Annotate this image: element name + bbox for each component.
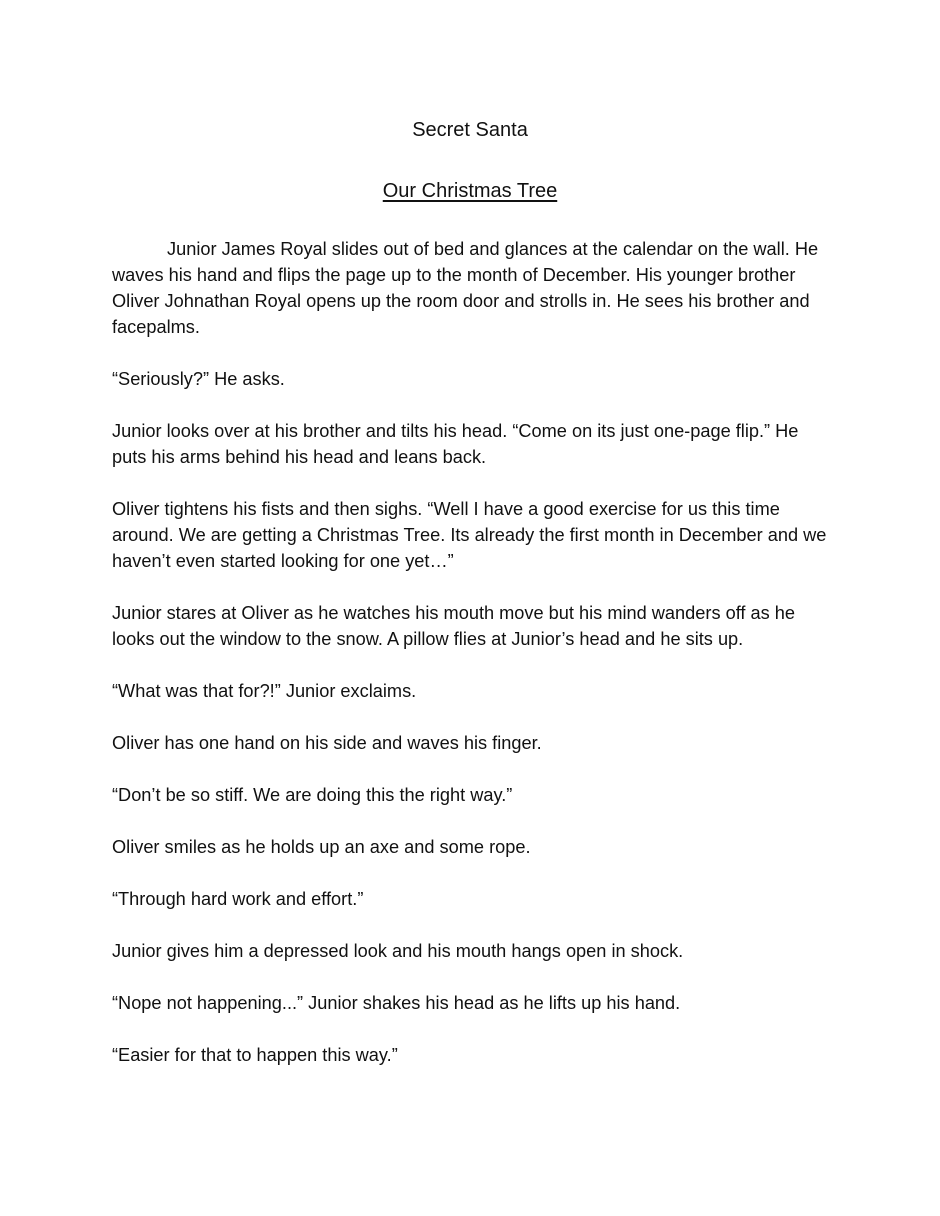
document-title: Secret Santa <box>412 119 528 141</box>
paragraph: Junior looks over at his brother and tilts his head. “Come on its just one-page flip.” He puts his arms behind his head and leans back. <box>112 421 799 467</box>
paragraph: Junior James Royal slides out of bed and glances at the calendar on the wall. He waves his hand and flips the page up to the month of December. His younger brother Oliver Johnathan Royal opens up the room door and strolls in. He sees his brother and facepalms. <box>112 239 819 337</box>
paragraph: “Easier for that to happen this way.” <box>112 1045 398 1065</box>
chapter-title: Our Christmas Tree <box>382 180 558 202</box>
paragraph: Junior gives him a depressed look and his mouth hangs open in shock. <box>112 941 684 961</box>
paragraph: “Don’t be so stiff. We are doing this the right way.” <box>112 785 513 805</box>
paragraph: Oliver tightens his fists and then sighs. “Well I have a good exercise for us this time around. We are getting a Christmas Tree. Its already the first month in December and we haven’t even started looking for one yet…” <box>112 499 827 571</box>
paragraph: Junior stares at Oliver as he watches his mouth move but his mind wanders off as he looks out the window to the snow. A pillow flies at Junior’s head and he sits up. <box>112 603 796 649</box>
paragraph: “Nope not happening...” Junior shakes his head as he lifts up his hand. <box>112 993 681 1013</box>
paragraph: Oliver has one hand on his side and waves his finger. <box>112 733 542 753</box>
paragraph: Oliver smiles as he holds up an axe and some rope. <box>112 837 531 857</box>
story-body <box>112 236 834 1094</box>
paragraph: “Seriously?” He asks. <box>112 369 285 389</box>
paragraph: “What was that for?!” Junior exclaims. <box>112 681 417 701</box>
paragraph: “Through hard work and effort.” <box>112 889 364 909</box>
